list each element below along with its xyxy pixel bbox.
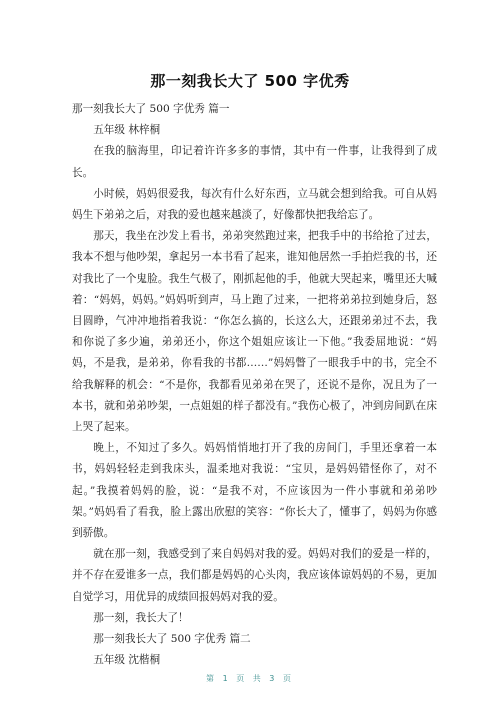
paragraph: 就在那一刻，我感受到了来自妈妈对我的爱。妈妈对我们的爱是一样的，并不存在爱谁多一点，我们都是妈妈的心头肉，我应该体谅妈妈的不易，更加自觉学习，用优异的成绩回报妈妈对我的爱。 — [72, 548, 437, 603]
paragraph: 小时候，妈妈很爱我，每次有什么好东西，立马就会想到给我。可自从妈妈生下弟弟之后，对我的爱也越来越淡了，好像都快把我给忘了。 — [72, 187, 437, 222]
document-body — [72, 99, 437, 671]
document-title: 那一刻我长大了 500 字优秀 — [150, 72, 350, 90]
paragraph: 那一刻，我长大了！ — [93, 611, 189, 624]
paragraph: 晚上，不知过了多久。妈妈悄悄地打开了我的房间门，手里还拿着一本书，妈妈轻轻走到我床头，温柔地对我说：“宝贝，是妈妈错怪你了，对不起。”我摸着妈妈的脸，说：“是我不对，不应该因为一件小事就和弟弟吵架。”妈妈看了看我，脸上露出欣慰的笑容：“你长大了，懂事了，妈妈为你感到骄傲。 — [72, 442, 437, 540]
article-heading: 那一刻我长大了 500 字优秀 篇一 — [72, 103, 230, 115]
paragraph: 那天，我坐在沙发上看书，弟弟突然跑过来，把我手中的书给抢了过去，我本不想与他吵架，拿起另一本书看了起来，谁知他居然一手拍烂我的书，还对我比了一个鬼脸。我生气极了，刚抓起他的手，他就大哭起来，嘴里还大喊着：“妈妈，妈妈。”妈妈听到声，马上跑了过来，一把将弟弟拉到她身后，怒目圆睁，气冲冲地指着我说：“你怎么搞的，长这么大，还跟弟弟过不去，我和你说了多少遍，弟弟还小，你这个姐姐应该让一下他。”我委屈地说：“妈妈，不是我，是弟弟，你看我的书都……”妈妈瞥了一眼我手中的书，完全不给我解释的机会：“不是你，我都看见弟弟在哭了，还说不是你，况且为了一本书，就和弟弟吵架，一点姐姐的样子都没有。”我伤心极了，冲到房间趴在床上哭了起来。 — [72, 230, 437, 434]
article-heading: 那一刻我长大了 500 字优秀 篇二 — [93, 633, 251, 646]
page-footer: 第 1 页 共 3 页 — [206, 674, 294, 683]
author-line: 五年级 沈楷桐 — [93, 654, 161, 667]
author-line: 五年级 林梓桐 — [93, 124, 161, 137]
paragraph: 在我的脑海里，印记着许许多多的事情，其中有一件事，让我得到了成长。 — [72, 145, 437, 179]
